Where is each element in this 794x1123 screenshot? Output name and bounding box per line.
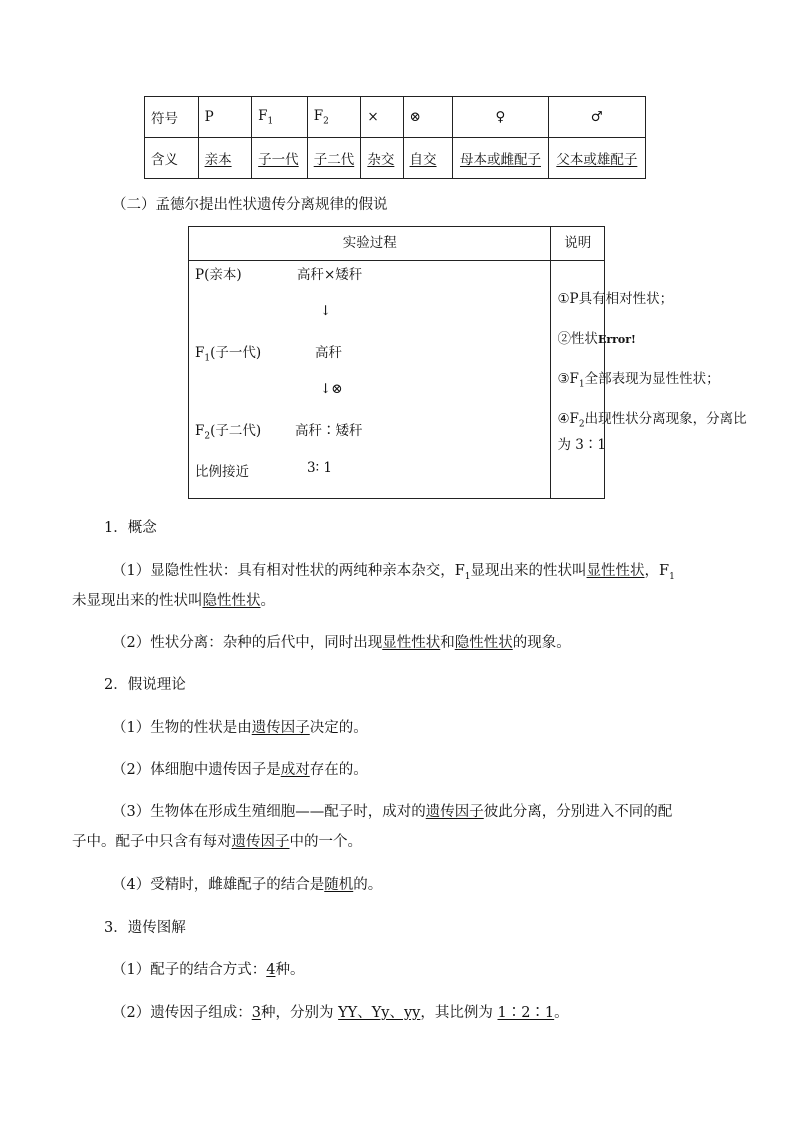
meaning-f2: 子二代 [307, 138, 361, 179]
meaning-cross: 杂交 [361, 138, 403, 179]
hypothesis-p4: （4）受精时，雌雄配子的结合是随机的。 [112, 877, 383, 893]
hypothesis-title: 2．假说理论 [104, 677, 186, 693]
experiment-process-cell [189, 261, 551, 499]
symbol-cross: × [361, 97, 403, 138]
note-4-cont: 为 3∶1 [557, 437, 606, 453]
hypothesis-p1: （1）生物的性状是由遗传因子决定的。 [112, 720, 368, 736]
symbol-row-header: 符号 [145, 97, 199, 138]
meaning-row [145, 138, 646, 179]
label-f2: $F_2$(子二代) [195, 423, 262, 442]
section2-title: （二）孟德尔提出性状遗传分离规律的假说 [112, 197, 388, 213]
self-arrow: ↓⊗ [320, 381, 343, 397]
label-f1: $F_1$(子一代) [195, 345, 262, 364]
symbol-table [144, 96, 646, 179]
experiment-table [188, 226, 747, 499]
note-1: ①P具有相对性状； [557, 291, 674, 307]
label-ratio: 比例接近 [195, 464, 249, 480]
hypothesis-p2: （2）体细胞中遗传因子是成对存在的。 [112, 762, 368, 778]
symbol-self: ⊗ [403, 97, 453, 138]
symbol-female: ♀ [453, 97, 548, 138]
meaning-p: 亲本 [198, 138, 252, 179]
notes-cell [551, 261, 747, 499]
note-3: $③F_1$全部表现为显性性状； [557, 371, 720, 390]
concept-p1: （1）显隐性性状：具有相对性状的两纯种亲本杂交，$F_1$显现出来的性状叫显性性状，$F_1$ [112, 563, 675, 582]
value-f2: 高秆∶矮秆 [295, 423, 363, 439]
symbol-f1: $F_1$ [252, 97, 308, 138]
symbol-male: ♂ [548, 97, 645, 138]
meaning-row-header: 含义 [145, 138, 199, 179]
diagram-title: 3．遗传图解 [104, 920, 186, 936]
concept-p2: （2）性状分离：杂种的后代中，同时出现显性性状和隐性性状的现象。 [112, 635, 571, 651]
note-2: ②性状Error! [557, 331, 636, 347]
diagram-p2: （2）遗传因子组成：3种，分别为 YY、Yy、yy，其比例为 1∶2∶1。 [112, 1005, 569, 1021]
label-p: P(亲本) [195, 267, 242, 283]
symbol-f2: $F_2$ [307, 97, 361, 138]
value-f1: 高秆 [315, 345, 342, 361]
symbol-row [145, 97, 646, 138]
notes-header: 说明 [551, 227, 605, 261]
meaning-female: 母本或雌配子 [453, 138, 548, 179]
hypothesis-p3: （3）生物体在形成生殖细胞——配子时，成对的遗传因子彼此分离，分别进入不同的配 [112, 804, 673, 820]
symbol-p: P [198, 97, 252, 138]
value-ratio: 3∶ 1 [307, 460, 332, 476]
meaning-male: 父本或雄配子 [548, 138, 645, 179]
value-p: 高秆×矮秆 [297, 267, 363, 283]
hypothesis-p3-cont: 子中。配子中只含有每对遗传因子中的一个。 [72, 834, 362, 850]
diagram-p1: （1）配子的结合方式：4种。 [112, 962, 305, 978]
down-arrow: ↓ [320, 303, 332, 319]
concept-p1-cont: 未显现出来的性状叫隐性性状。 [72, 593, 275, 609]
meaning-self: 自交 [403, 138, 453, 179]
note-4: $④F_2$出现性状分离现象，分离比 [557, 411, 747, 430]
meaning-f1: 子一代 [252, 138, 308, 179]
experiment-header: 实验过程 [189, 227, 551, 261]
concept-title: 1．概念 [104, 520, 157, 536]
